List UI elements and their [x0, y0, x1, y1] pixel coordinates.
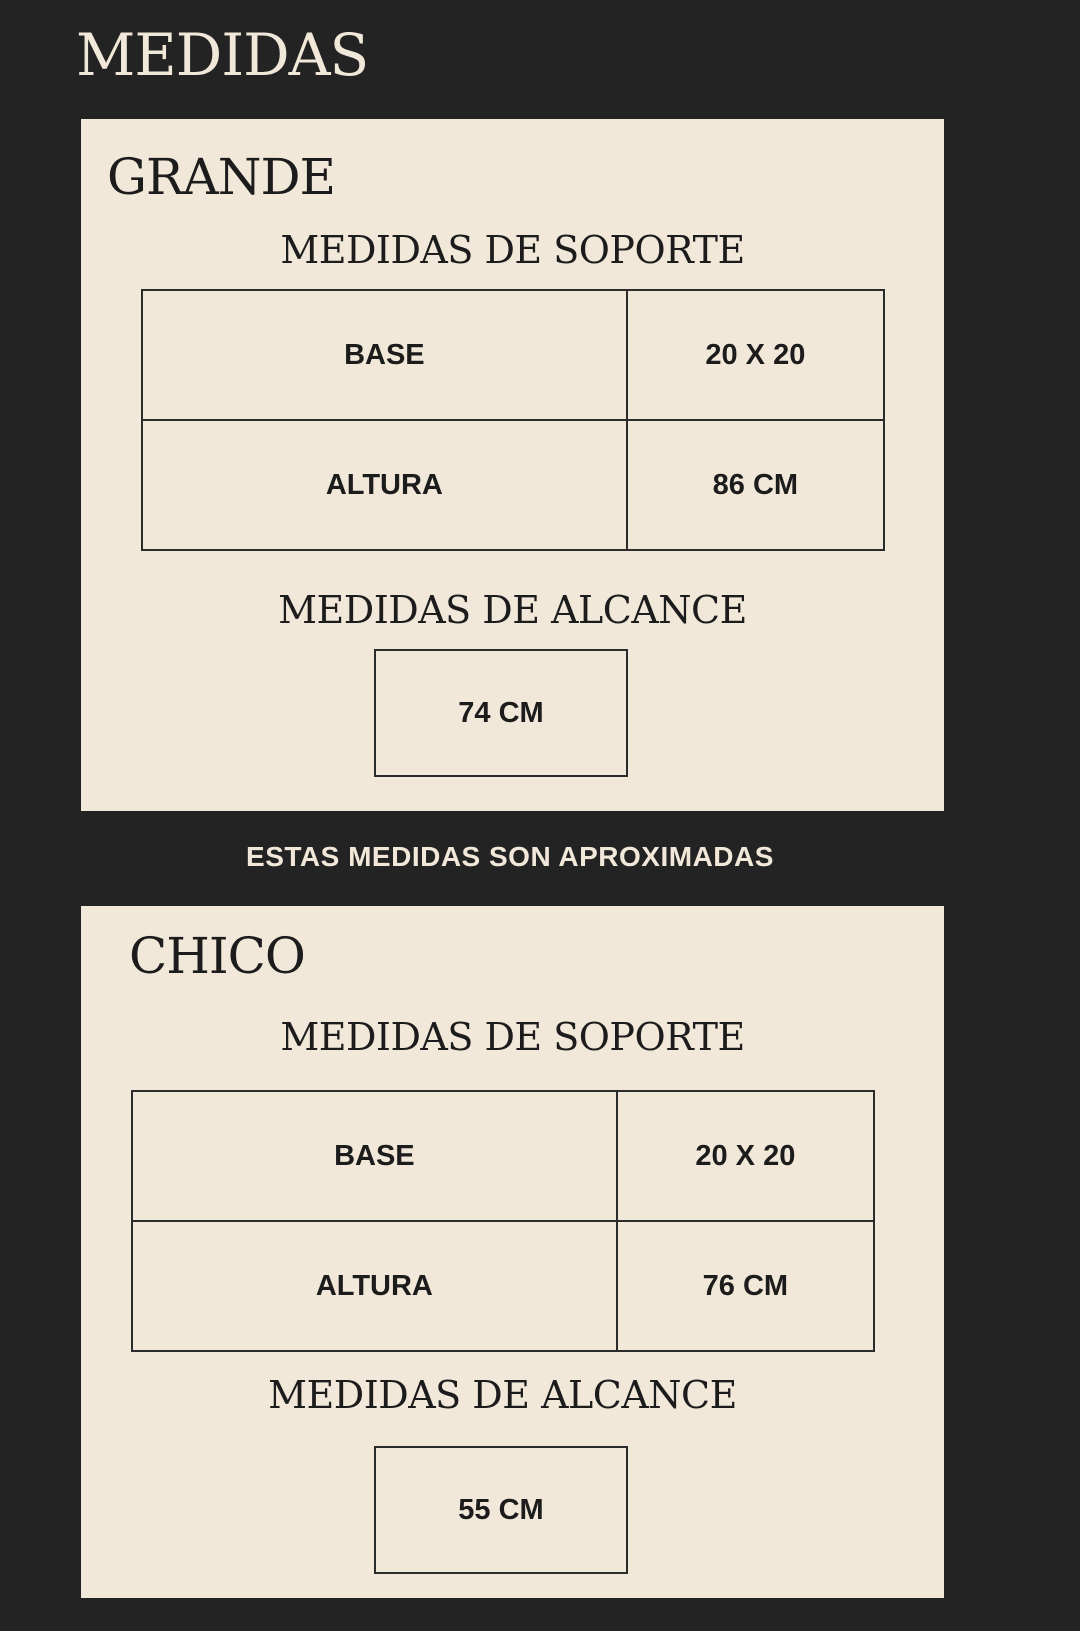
size-card-chico	[81, 906, 944, 1598]
table-row	[132, 1091, 874, 1221]
approximate-note: ESTAS MEDIDAS SON APROXIMADAS	[246, 841, 774, 872]
alcance-title-chico: MEDIDAS DE ALCANCE	[268, 1373, 737, 1417]
alcance-value-grande: 74 CM	[374, 649, 628, 777]
page-title: MEDIDAS	[76, 21, 369, 89]
table-row	[142, 420, 884, 550]
soporte-title-grande: MEDIDAS DE SOPORTE	[280, 228, 745, 272]
base-value: 20 X 20	[617, 1091, 874, 1221]
table-row	[142, 290, 884, 420]
altura-value: 86 CM	[627, 420, 884, 550]
altura-label: ALTURA	[142, 420, 627, 550]
size-title-grande: GRANDE	[107, 148, 336, 206]
soporte-table-grande	[141, 289, 885, 551]
table-row	[132, 1221, 874, 1351]
base-label: BASE	[132, 1091, 617, 1221]
size-card-grande	[81, 119, 944, 811]
alcance-value-chico: 55 CM	[374, 1446, 628, 1574]
base-value: 20 X 20	[627, 290, 884, 420]
soporte-table-chico	[131, 1090, 875, 1352]
altura-label: ALTURA	[132, 1221, 617, 1351]
alcance-title-grande: MEDIDAS DE ALCANCE	[278, 588, 747, 632]
base-label: BASE	[142, 290, 627, 420]
size-title-chico: CHICO	[129, 927, 305, 985]
altura-value: 76 CM	[617, 1221, 874, 1351]
soporte-title-chico: MEDIDAS DE SOPORTE	[280, 1015, 745, 1059]
